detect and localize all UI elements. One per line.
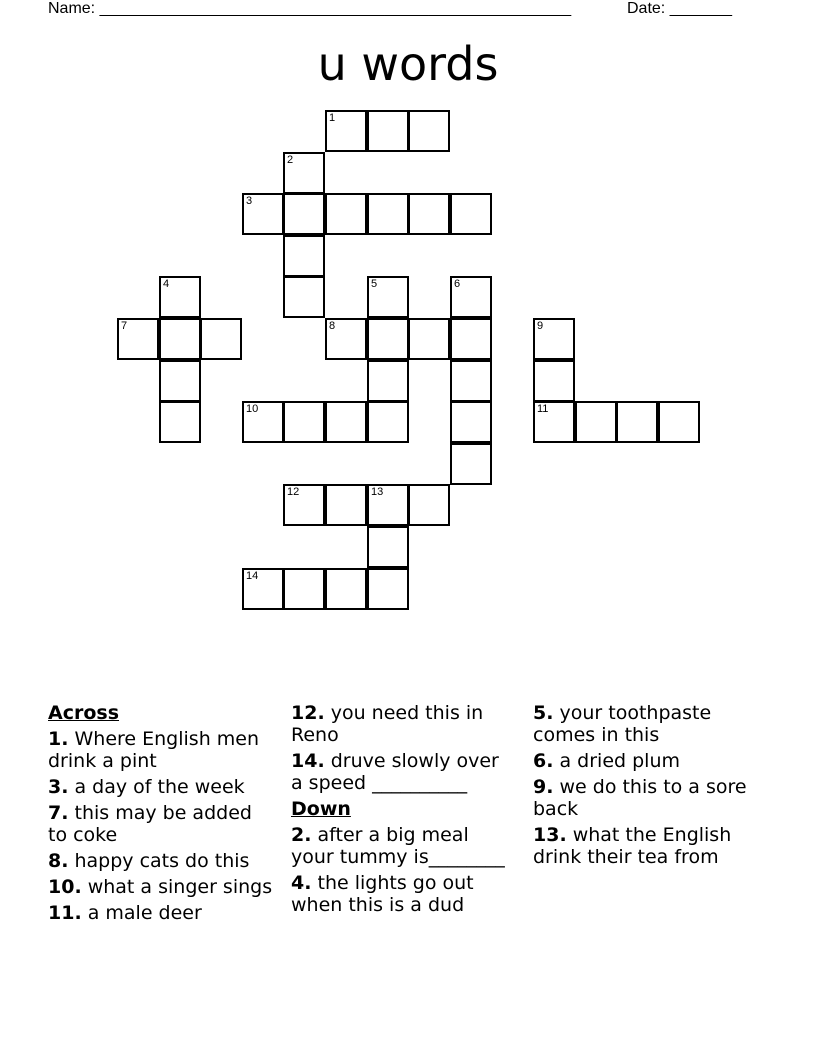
grid-cell[interactable] <box>533 318 575 360</box>
grid-cell[interactable] <box>658 401 700 443</box>
grid-cell[interactable] <box>200 318 242 360</box>
grid-cell[interactable] <box>367 110 409 152</box>
clue-item <box>48 876 273 898</box>
grid-cell[interactable] <box>325 318 367 360</box>
clue-item <box>48 902 273 924</box>
grid-cell[interactable] <box>242 193 284 235</box>
clue-number: 2 <box>287 154 294 166</box>
grid-cell[interactable] <box>367 193 409 235</box>
grid-cell[interactable] <box>533 401 575 443</box>
date-field[interactable]: Date: _______ <box>627 0 732 17</box>
clue-number: 8 <box>329 320 336 332</box>
grid-cell[interactable] <box>450 318 492 360</box>
grid-cell[interactable] <box>367 526 409 568</box>
clue-number: 4 <box>163 278 170 290</box>
clue-text: a male deer <box>81 902 202 924</box>
clue-number-label: 4. <box>291 872 312 894</box>
down-heading: Down <box>291 798 351 820</box>
grid-cell[interactable] <box>367 568 409 610</box>
grid-cell[interactable] <box>408 484 450 526</box>
clue-number-label: 2. <box>291 824 312 846</box>
clue-item <box>533 750 758 772</box>
grid-cell[interactable] <box>159 318 201 360</box>
grid-cell[interactable] <box>283 152 325 194</box>
clue-text: the lights go out when this is a dud <box>291 872 474 916</box>
grid-cell[interactable] <box>283 568 325 610</box>
grid-cell[interactable] <box>242 568 284 610</box>
grid-cell[interactable] <box>408 318 450 360</box>
clue-text: a day of the week <box>68 776 245 798</box>
clue-text: what the English drink their tea from <box>533 824 732 868</box>
grid-cell[interactable] <box>283 401 325 443</box>
clue-column-1 <box>48 702 273 928</box>
clue-number-label: 1. <box>48 728 69 750</box>
clue-text: druve slowly over a speed __________ <box>291 750 499 794</box>
clue-number-label: 13. <box>533 824 567 846</box>
clue-text: a dried plum <box>553 750 681 772</box>
clue-text: this may be added to coke <box>48 802 252 846</box>
grid-cell[interactable] <box>450 193 492 235</box>
clue-text: you need this in Reno <box>291 702 484 746</box>
clue-number: 5 <box>371 278 378 290</box>
clue-text: your toothpaste comes in this <box>533 702 712 746</box>
clue-column-2 <box>291 702 516 920</box>
clue-number-label: 11. <box>48 902 82 924</box>
grid-cell[interactable] <box>367 484 409 526</box>
clue-column-3 <box>533 702 758 872</box>
grid-cell[interactable] <box>325 568 367 610</box>
clue-number-label: 12. <box>291 702 325 724</box>
grid-cell[interactable] <box>283 484 325 526</box>
grid-cell[interactable] <box>408 110 450 152</box>
name-field[interactable]: Name: _____________________________________________________ <box>48 0 572 17</box>
clue-item <box>48 850 273 872</box>
grid-cell[interactable] <box>117 318 159 360</box>
clue-number: 12 <box>287 486 300 498</box>
across-clue-list-continued <box>291 702 516 794</box>
grid-cell[interactable] <box>367 401 409 443</box>
grid-cell[interactable] <box>367 360 409 402</box>
grid-cell[interactable] <box>159 401 201 443</box>
clue-text: Where English men drink a pint <box>48 728 260 772</box>
clue-item <box>533 824 758 868</box>
grid-cell[interactable] <box>325 401 367 443</box>
clue-text: after a big meal your tummy is________ <box>291 824 505 868</box>
clue-number: 13 <box>371 486 384 498</box>
clue-number: 14 <box>246 570 259 582</box>
grid-cell[interactable] <box>533 360 575 402</box>
clue-number: 10 <box>246 403 259 415</box>
clue-number: 3 <box>246 195 253 207</box>
grid-cell[interactable] <box>325 110 367 152</box>
grid-cell[interactable] <box>450 360 492 402</box>
clue-number: 1 <box>329 112 336 124</box>
down-clue-list-continued <box>533 702 758 868</box>
page-title: u words <box>317 37 499 91</box>
grid-cell[interactable] <box>325 193 367 235</box>
clue-number-label: 3. <box>48 776 69 798</box>
clue-text: we do this to a sore back <box>533 776 747 820</box>
grid-cell[interactable] <box>367 276 409 318</box>
grid-cell[interactable] <box>367 318 409 360</box>
clue-item <box>291 702 516 746</box>
grid-cell[interactable] <box>575 401 617 443</box>
grid-cell[interactable] <box>450 443 492 485</box>
clue-number-label: 6. <box>533 750 554 772</box>
clue-item <box>291 872 516 916</box>
clue-item <box>533 702 758 746</box>
clue-item <box>533 776 758 820</box>
clue-number-label: 8. <box>48 850 69 872</box>
clue-number: 7 <box>121 320 128 332</box>
grid-cell[interactable] <box>159 276 201 318</box>
grid-cell[interactable] <box>325 484 367 526</box>
grid-cell[interactable] <box>283 235 325 277</box>
grid-cell[interactable] <box>408 193 450 235</box>
grid-cell[interactable] <box>450 276 492 318</box>
clue-number-label: 7. <box>48 802 69 824</box>
grid-cell[interactable] <box>450 401 492 443</box>
clue-item <box>48 802 273 846</box>
clue-number-label: 10. <box>48 876 82 898</box>
down-clue-list <box>291 824 516 916</box>
clue-number: 9 <box>537 320 544 332</box>
grid-cell[interactable] <box>159 360 201 402</box>
clue-item <box>291 750 516 794</box>
clue-number-label: 9. <box>533 776 554 798</box>
grid-cell[interactable] <box>242 401 284 443</box>
clue-item <box>48 728 273 772</box>
clue-number-label: 5. <box>533 702 554 724</box>
clue-text: what a singer sings <box>81 876 273 898</box>
grid-cell[interactable] <box>616 401 658 443</box>
clue-number: 6 <box>454 278 461 290</box>
clue-number: 11 <box>537 403 549 415</box>
clue-number-label: 14. <box>291 750 325 772</box>
across-heading: Across <box>48 702 120 724</box>
across-clue-list <box>48 728 273 924</box>
grid-cell[interactable] <box>283 193 325 235</box>
clue-text: happy cats do this <box>68 850 250 872</box>
grid-cell[interactable] <box>283 276 325 318</box>
clue-item <box>291 824 516 868</box>
clue-item <box>48 776 273 798</box>
